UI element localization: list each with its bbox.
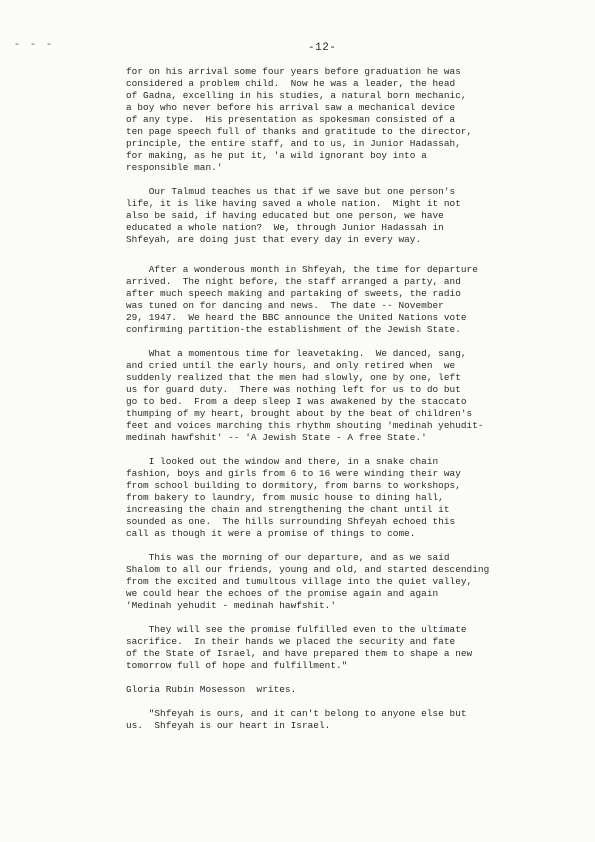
corner-marks: - - - (14, 40, 55, 51)
text-line: feet and voices marching this rhythm shouting 'medinah yehudit- (126, 420, 484, 431)
text-line: ten page speech full of thanks and gratitude to the director, (126, 126, 473, 137)
text-line: call as though it were a promise of things to come. (126, 528, 416, 539)
text-line: of Gadna, excelling in his studies, a natural born mechanic, (126, 90, 467, 101)
text-line: for on his arrival some four years before graduation he was (126, 66, 461, 77)
text-line: Shalom to all our friends, young and old, and started descending (126, 564, 490, 575)
text-line: tomorrow full of hope and fulfillment." (126, 660, 348, 671)
text-line: sacrifice. In their hands we placed the security and fate (126, 636, 456, 647)
text-line: we could hear the echoes of the promise again and again (126, 588, 439, 599)
text-line: of any type. His presentation as spokesman consisted of a (126, 114, 456, 125)
text-line: 'Medinah yehudit - medinah hawfshit.' (126, 600, 337, 611)
text-line: life, it is like having saved a whole nation. Might it not (126, 198, 461, 209)
text-line: thumping of my heart, brought about by the beat of children's (126, 408, 473, 419)
text-line: After a wonderous month in Shfeyah, the time for departure (126, 264, 478, 275)
text-line: 29, 1947. We heard the BBC announce the United Nations vote (126, 312, 467, 323)
text-line: medinah hawfshit' -- 'A Jewish State - A free State.' (126, 432, 427, 443)
text-line: from the excited and tumultous village into the quiet valley, (126, 576, 473, 587)
text-line: and cried until the early hours, and only retired when we (126, 360, 456, 371)
text-line: I looked out the window and there, in a snake chain (126, 456, 439, 467)
text-line: They will see the promise fulfilled even to the ultimate (126, 624, 467, 635)
text-line: arrived. The night before, the staff arranged a party, and (126, 276, 461, 287)
text-line: for making, as he put it, 'a wild ignorant boy into a (126, 150, 427, 161)
text-line: increasing the chain and strengthening the chant until it (126, 504, 450, 515)
text-line: "Shfeyah is ours, and it can't belong to anyone else but (126, 708, 467, 719)
text-line: us for guard duty. There was nothing left for us to do but (126, 384, 461, 395)
text-line: considered a problem child. Now he was a leader, the head (126, 78, 456, 89)
text-line: Gloria Rubin Mosesson writes. (126, 684, 297, 695)
text-line: This was the morning of our departure, and as we said (126, 552, 450, 563)
text-line: Shfeyah, are doing just that every day in every way. (126, 234, 422, 245)
text-line: fashion, boys and girls from 6 to 16 were winding their way (126, 468, 461, 479)
text-line: principle, the entire staff, and to us, in Junior Hadassah, (126, 138, 461, 149)
text-line: us. Shfeyah is our heart in Israel. (126, 720, 331, 731)
text-line: also be said, if having educated but one person, we have (126, 210, 444, 221)
text-line: after much speech making and partaking of sweets, the radio (126, 288, 461, 299)
text-line: from bakery to laundry, from music house to dining hall, (126, 492, 444, 503)
text-line: responsible man.' (126, 162, 223, 173)
text-line: suddenly realized that the men had slowly, one by one, left (126, 372, 461, 383)
text-line: go to bed. From a deep sleep I was awakened by the staccato (126, 396, 467, 407)
text-line: educated a whole nation? We, through Junior Hadassah in (126, 222, 444, 233)
text-line: a boy who never before his arrival saw a mechanical device (126, 102, 456, 113)
text-line: sounded as one. The hills surrounding Shfeyah echoed this (126, 516, 456, 527)
text-line: from school building to dormitory, from barns to workshops, (126, 480, 461, 491)
text-line: Our Talmud teaches us that if we save but one person's (126, 186, 456, 197)
text-line: of the State of Israel, and have prepared them to shape a new (126, 648, 473, 659)
page-number: -12- (308, 42, 337, 54)
text-line: was tuned on for dancing and news. The date -- November (126, 300, 444, 311)
text-line: What a momentous time for leavetaking. We danced, sang, (126, 348, 467, 359)
text-line: confirming partition-the establishment of the Jewish State. (126, 324, 461, 335)
